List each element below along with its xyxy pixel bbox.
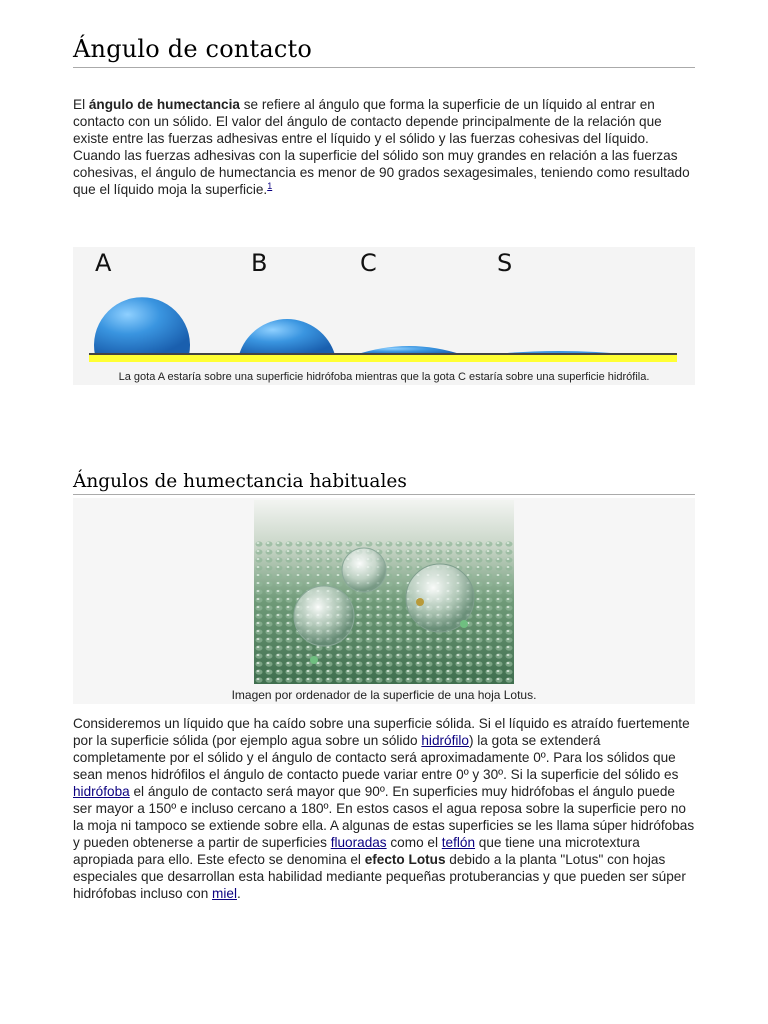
surface [89,355,677,362]
section-title: Ángulos de humectancia habituales [73,471,695,495]
text-run: . [236,886,241,901]
bold-term: efecto Lotus [364,852,446,867]
link-teflon[interactable]: teflón [441,835,476,850]
text-run: como el [386,835,442,850]
body-paragraph [73,715,697,902]
text-run: ) la gota se extenderá completamente por el sólido y el ángulo de contacto será aproximadamente 0º. Para los sólidos que sean menos hidrófilos el ángulo de contacto puede variar entre 0º y 30º. Si la superficie del sólido es [73,733,679,782]
link-miel[interactable]: miel [212,886,237,901]
figure-caption: La gota A estaría sobre una superficie hidrófoba mientras que la gota C estaría sobre una superficie hidrófila. [118,371,650,383]
contact-angle-diagram [73,247,695,371]
text-run: debido a la planta "Lotus" con hojas especiales que desarrollan esta habilidad mediante pequeñas protuberancias y que pueden ser súper hidrófobas incluso con [73,852,686,901]
text-run: el ángulo de contacto será mayor que 90º. En superficies muy hidrófobas el ángulo puede ser mayor a 150º e incluso cercano a 180º. En estos casos el agua reposa sobre la superficie pero no la moja ni tampoco se extiende sobre ella. A algunas de estas superficies se les llama súper hidrófobas y pueden obtenerse a partir de superficies [73,784,695,850]
link-hidrofoba[interactable]: hidrófoba [73,784,130,799]
text-run: El [73,97,89,112]
intro-paragraph [73,96,697,198]
surface-line [89,353,677,355]
lotus-figure [73,498,695,704]
text-run: Consideremos un líquido que ha caído sobre una superficie sólida. Si el líquido es atraído fuertemente por la superficie sólida (por ejemplo agua sobre un sólido [73,716,690,748]
label-s: S [497,249,513,277]
text-run: que tiene una microtextura apropiada para ello. Este efecto se denomina el [73,835,640,867]
label-a: A [95,249,112,277]
page-title: Ángulo de contacto [73,35,695,68]
lotus-leaf-image[interactable] [254,500,514,684]
reference-link[interactable]: 1 [267,181,273,191]
text-run: se refiere al ángulo que forma la superficie de un líquido al entrar en contacto con un sólido. El valor del ángulo de contacto depende principalmente de la relación que existe entre las fuerzas adhesivas entre el líquido y el sólido y las fuerzas cohesivas del líquido. Cuando las fuerzas adhesivas con la superficie del sólido son muy grandes en relación a las fuerzas cohesivas, el ángulo de humectancia es menor de 90 grados sexagesimales, teniendo como resultado que el líquido moja la superficie. [73,97,690,197]
bold-term: ángulo de humectancia [88,97,240,112]
label-b: B [251,249,268,277]
figure-caption: Imagen por ordenador de la superficie de una hoja Lotus. [231,688,537,702]
contact-angle-figure [73,247,695,385]
link-hidrofilo[interactable]: hidrófilo [421,733,469,748]
label-c: C [360,249,377,277]
link-fluoradas[interactable]: fluoradas [330,835,387,850]
